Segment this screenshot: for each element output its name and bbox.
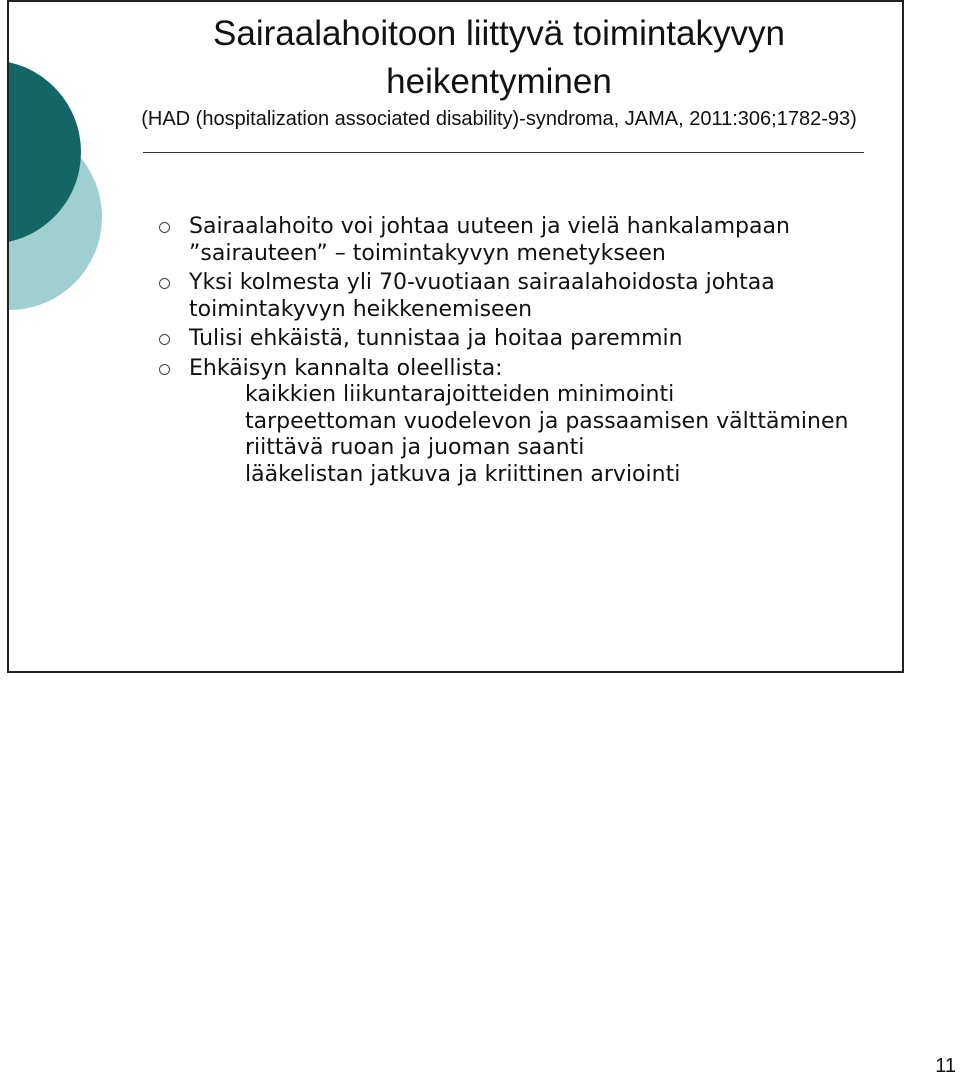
bullet-text: Yksi kolmesta yli 70-vuotiaan sairaalahoidosta johtaa toimintakyvyn heikkenemiseen xyxy=(189,270,775,322)
bullet-item xyxy=(159,356,879,489)
sub-item: tarpeettoman vuodelevon ja passaamisen välttäminen xyxy=(245,408,849,434)
sub-item: riittävä ruoan ja juoman saanti xyxy=(245,435,585,460)
sub-item: lääkelistan jatkuva ja kriittinen arviointi xyxy=(245,461,681,487)
bullet-text: Ehkäisyn kannalta oleellista: xyxy=(189,355,503,381)
bullet-text: Tulisi ehkäistä, tunnistaa ja hoitaa paremmin xyxy=(189,326,683,351)
circle-bullet-icon xyxy=(159,334,170,345)
slide xyxy=(7,0,904,673)
slide-subtitle: (HAD (hospitalization associated disability)-syndroma, JAMA, 2011:306;1782-93) xyxy=(141,108,857,130)
bullet-item xyxy=(159,214,879,267)
sub-item: kaikkien liikuntarajoitteiden minimointi xyxy=(245,382,675,407)
bullet-item xyxy=(159,270,879,323)
circle-bullet-icon xyxy=(159,364,170,375)
bullet-item xyxy=(159,326,879,353)
title-divider xyxy=(143,152,864,153)
circle-bullet-icon xyxy=(159,278,170,289)
slide-title: Sairaalahoitoon liittyvä toimintakyvyn heikentyminen xyxy=(213,14,785,101)
page-number: 11 xyxy=(935,1055,956,1077)
bullet-list xyxy=(159,214,879,491)
decorative-circles xyxy=(9,2,119,362)
sub-list xyxy=(189,382,879,488)
bullet-text: Sairaalahoito voi johtaa uuteen ja vielä hankalampaan ”sairauteen” – toimintakyvyn menetykseen xyxy=(189,214,790,266)
circle-bullet-icon xyxy=(159,222,170,233)
